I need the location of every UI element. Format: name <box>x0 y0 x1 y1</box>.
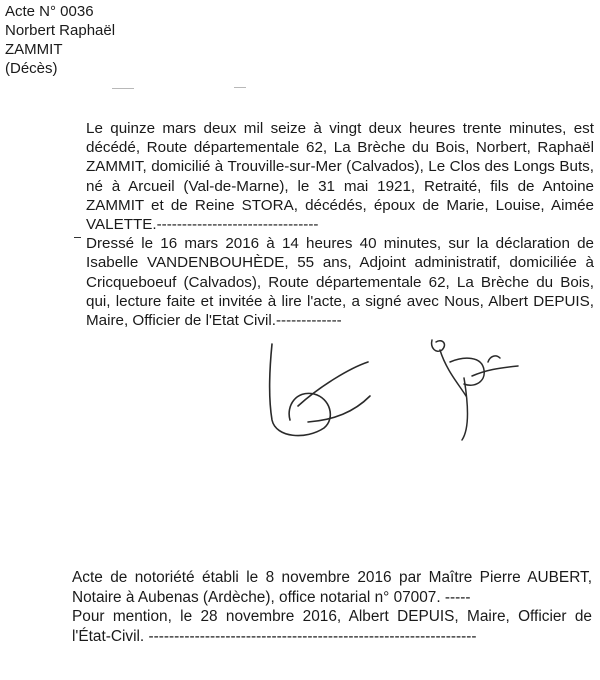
notoriety-act-paragraph: Acte de notoriété établi le 8 novembre 2016 par Maître Pierre AUBERT, Notaire à Aubenas (Ardèche), office notarial n° 07007. ----- <box>72 569 592 606</box>
deceased-surname: ZAMMIT <box>5 41 63 58</box>
scan-speck <box>112 88 134 89</box>
signature-declarant <box>270 344 370 436</box>
death-record-body <box>86 119 594 330</box>
signature-mayor <box>432 340 518 440</box>
drawn-up-paragraph: Dressé le 16 mars 2016 à 14 heures 40 minutes, sur la déclaration de Isabelle VANDENBOUHÈDE, 55 ans, Adjoint administratif, domiciliée à Cricqueboeuf (Calvados), Route départementale 62, La Brèche du Bois, qui, lecture faite et invitée à lire l'acte, a signé avec Nous, Albert DEPUIS, Maire, Officier de l'Etat Civil.------------- <box>86 235 594 330</box>
death-record-paragraph: Le quinze mars deux mil seize à vingt deux heures trente minutes, est décédé, Route départementale 62, La Brèche du Bois, Norbert, Raphaël ZAMMIT, domicilié à Trouville-sur-Mer (Calvados), Le Clos des Longs Buts, né à Arcueil (Val-de-Marne), le 31 mai 1921, Retraité, fils de Antoine ZAMMIT et de Reine STORA, décédés, époux de Marie, Louise, Aimée VALETTE.-------------------------------- <box>86 120 594 234</box>
margin-mark <box>74 237 81 238</box>
marginal-mention <box>72 568 592 646</box>
mention-paragraph: Pour mention, le 28 novembre 2016, Albert DEPUIS, Maire, Officier de l'État-Civil. ---------------------------------------------------------------- <box>72 608 592 645</box>
record-header <box>5 2 115 78</box>
deceased-given-names: Norbert Raphaël <box>5 22 116 39</box>
scan-speck <box>234 87 246 88</box>
signatures-area <box>250 336 550 446</box>
act-type: (Décès) <box>5 60 58 77</box>
act-number: Acte N° 0036 <box>5 3 94 20</box>
signatures-graphic <box>250 336 550 446</box>
